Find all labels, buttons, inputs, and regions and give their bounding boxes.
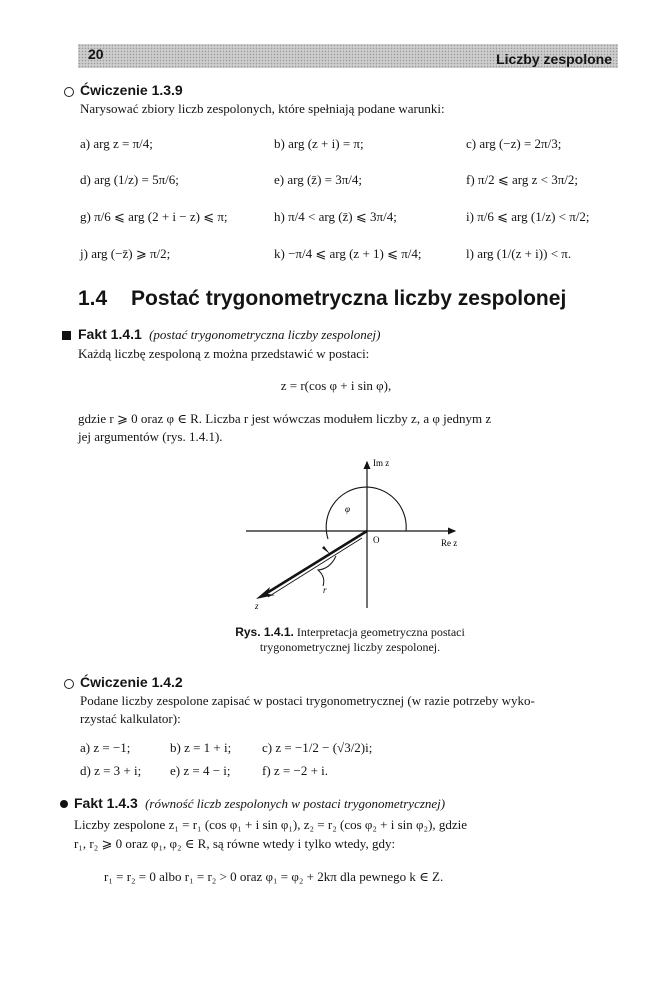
exercise-139-item-h: h) π/4 < arg (z̄) ⩽ 3π/4; — [274, 209, 397, 224]
exercise-142-item-c: c) z = −1/2 − (√3/2)i; — [262, 740, 373, 755]
exercise-139-item-d: d) arg (1/z) = 5π/6; — [80, 172, 179, 187]
fact-141-formula: z = r(cos φ + i sin φ), — [280, 378, 392, 393]
exercise-139-intro: Narysować zbiory liczb zespolonych, które spełniają podane warunki: — [80, 101, 445, 116]
exercise-142-line2: rzystać kalkulator): — [80, 711, 181, 726]
radius-vector — [262, 531, 367, 596]
exercise-139-item-k: k) −π/4 ⩽ arg (z + 1) ⩽ π/4; — [274, 246, 422, 261]
exercise-139-item-e: e) arg (z̄) = 3π/4; — [274, 172, 363, 187]
im-axis-label: Im z — [373, 458, 390, 468]
figure-caption-label: Rys. 1.4.1. — [235, 625, 294, 639]
exercise-139-item-f: f) π/2 ⩽ arg z < 3π/2; — [466, 172, 578, 187]
exercise-142-heading: Ćwiczenie 1.4.2 — [80, 674, 183, 690]
exercise-139-heading: Ćwiczenie 1.3.9 — [80, 82, 183, 98]
exercise-142-item-f: f) z = −2 + i. — [262, 763, 329, 778]
figure-caption-text1: Interpretacja geometryczna postaci — [296, 625, 465, 639]
fact-143-label: Fakt 1.4.3 — [74, 795, 138, 811]
exercise-139-item-c: c) arg (−z) = 2π/3; — [466, 136, 562, 151]
re-axis-label: Re z — [441, 538, 458, 548]
exercise-139-item-a: a) arg z = π/4; — [80, 136, 153, 151]
origin-label: O — [373, 535, 380, 545]
fact-dot-icon — [60, 800, 68, 808]
page-number: 20 — [88, 46, 104, 62]
exercise-139-item-l: l) arg (1/(z + i)) < π. — [466, 246, 572, 261]
fact-141-line1: Każdą liczbę zespoloną z można przedstawić w postaci: — [78, 346, 370, 361]
section-title: Postać trygonometryczna liczby zespolonej — [131, 287, 567, 310]
fact-141-subtitle: (postać trygonometryczna liczby zespolonej) — [149, 327, 381, 342]
fact-143-line2: r₁, r₂ ⩾ 0 oraz φ₁, φ₂ ∈ R, są równe wtedy i tylko wtedy, gdy: — [74, 836, 396, 851]
exercise-139-item-b: b) arg (z + i) = π; — [274, 136, 364, 151]
exercise-139-item-i: i) π/6 ⩽ arg (1/z) < π/2; — [466, 209, 590, 224]
exercise-142-line1: Podane liczby zespolone zapisać w postaci trygonometrycznej (w razie potrzeby wyko- — [80, 693, 535, 708]
fact-143-formula: r₁ = r₂ = 0 albo r₁ = r₂ > 0 oraz φ₁ = φ₂ + 2kπ dla pewnego k ∈ Z. — [104, 869, 444, 884]
point-z-label: z — [255, 601, 259, 611]
fact-143-line1: Liczby zespolone z₁ = r₁ (cos φ₁ + i sin φ₁), z₂ = r₂ (cos φ₂ + i sin φ₂), gdzie — [74, 817, 468, 832]
exercise-142-item-a: a) z = −1; — [80, 740, 131, 755]
exercise-142-item-d: d) z = 3 + i; — [80, 763, 142, 778]
exercise-139-item-g: g) π/6 ⩽ arg (2 + i − z) ⩽ π; — [80, 209, 228, 224]
figure-caption-line1 — [180, 625, 520, 640]
figure-caption-line2: trygonometrycznej liczby zespolonej. — [259, 640, 441, 654]
argument-arc-arrowhead — [322, 546, 330, 554]
exercise-circle-icon — [64, 679, 74, 689]
fact-141-line3: jej argumentów (rys. 1.4.1). — [78, 429, 223, 444]
exercise-142-item-e: e) z = 4 − i; — [170, 763, 231, 778]
fact-143-heading — [74, 795, 445, 812]
radius-vector-shadow — [268, 538, 362, 597]
modulus-r-label: r — [323, 585, 327, 595]
argument-phi-label: φ — [345, 504, 350, 514]
figure-caption — [180, 625, 520, 655]
section-number: 1.4 — [78, 287, 108, 310]
running-title: Liczby zespolone — [496, 51, 612, 67]
fact-141-label: Fakt 1.4.1 — [78, 326, 142, 342]
exercise-139-item-j: j) arg (−z̄) ⩾ π/2; — [80, 246, 171, 261]
exercise-142-item-b: b) z = 1 + i; — [170, 740, 232, 755]
fact-143-subtitle: (równość liczb zespolonych w postaci trygonometrycznej) — [145, 796, 446, 811]
fact-141-line2: gdzie r ⩾ 0 oraz φ ∈ R. Liczba r jest wówczas modułem liczby z, a φ jednym z — [78, 411, 492, 426]
